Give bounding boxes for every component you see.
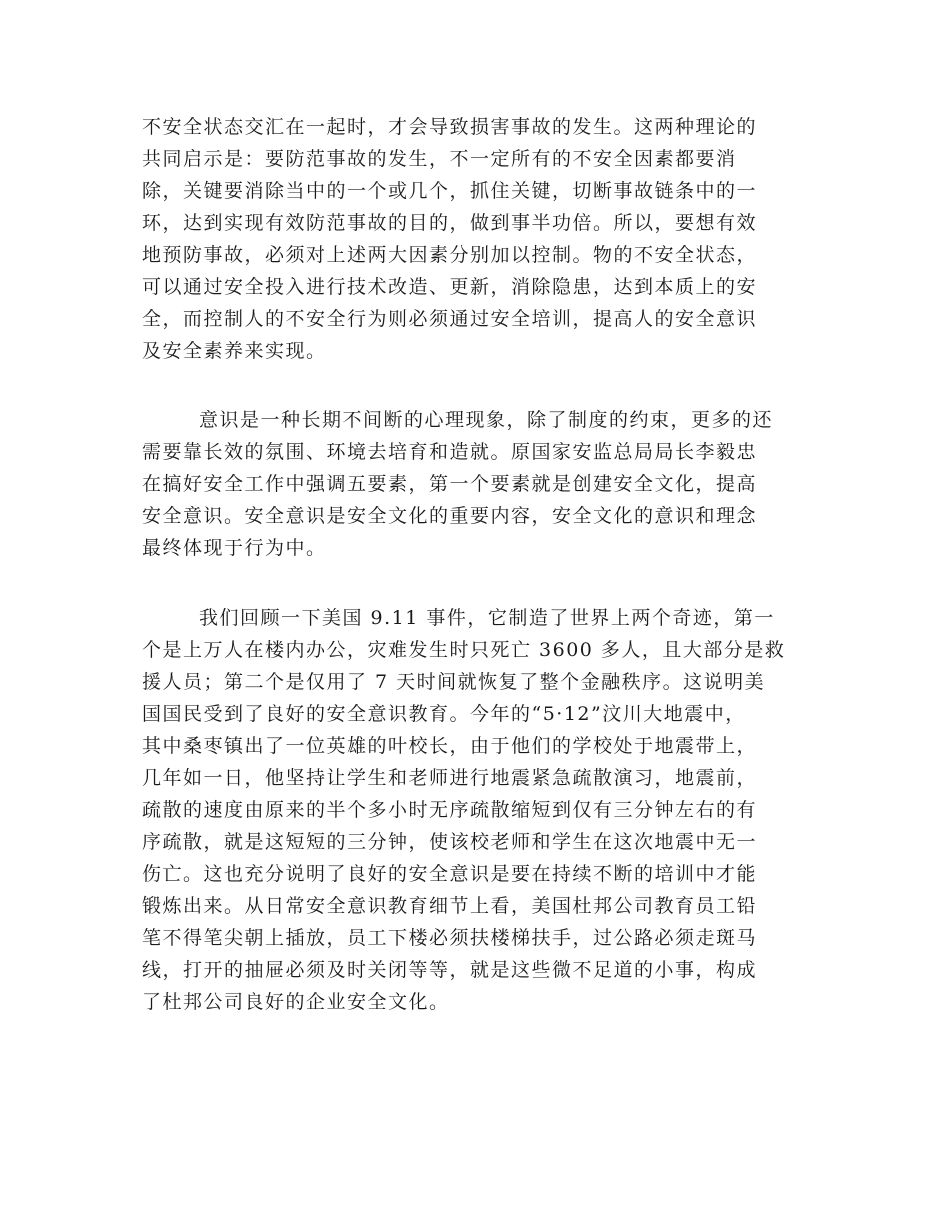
paragraph-1-line-6: 可以通过安全投入进行技术改造、更新，消除隐患，达到本质上的安 bbox=[142, 276, 758, 298]
paragraph-3-line-13: 了杜邦公司良好的企业安全文化。 bbox=[142, 991, 450, 1013]
paragraph-1-line-4: 环，达到实现有效防范事故的目的，做到事半功倍。所以，要想有效 bbox=[142, 212, 758, 234]
paragraph-3-line-10: 锻炼出来。从日常安全意识教育细节上看，美国杜邦公司教育员工铅 bbox=[142, 895, 758, 917]
paragraph-1-line-7: 全，而控制人的不安全行为则必须通过安全培训，提高人的安全意识 bbox=[142, 308, 758, 330]
paragraph-1-line-1: 不安全状态交汇在一起时，才会导致损害事故的发生。这两种理论的 bbox=[142, 116, 758, 138]
paragraph-3-line-11: 笔不得笔尖朝上插放，员工下楼必须扶楼梯扶手，过公路必须走斑马 bbox=[142, 927, 758, 949]
paragraph-3-line-4: 国国民受到了良好的安全意识教育。今年的“5·12”汶川大地震中， bbox=[142, 703, 746, 725]
paragraph-2-line-4: 安全意识。安全意识是安全文化的重要内容，安全文化的意识和理念 bbox=[142, 505, 758, 527]
paragraph-3-line-7: 疏散的速度由原来的半个多小时无序疏散缩短到仅有三分钟左右的有 bbox=[142, 799, 758, 821]
paragraph-3-line-9: 伤亡。这也充分说明了良好的安全意识是要在持续不断的培训中才能 bbox=[142, 863, 758, 885]
paragraph-3-line-3: 援人员；第二个是仅用了 7 天时间就恢复了整个金融秩序。这说明美 bbox=[142, 671, 766, 693]
paragraph-3-line-12: 线，打开的抽屉必须及时关闭等等，就是这些微不足道的小事，构成 bbox=[142, 959, 758, 981]
paragraph-3-line-1: 我们回顾一下美国 9.11 事件，它制造了世界上两个奇迹，第一 bbox=[199, 607, 775, 629]
paragraph-1-line-3: 除，关键要消除当中的一个或几个，抓住关键，切断事故链条中的一 bbox=[142, 180, 758, 202]
paragraph-1-line-8: 及安全素养来实现。 bbox=[142, 340, 327, 362]
paragraph-2-line-3: 在搞好安全工作中强调五要素，第一个要素就是创建安全文化，提高 bbox=[142, 473, 758, 495]
paragraph-2-line-2: 需要靠长效的氛围、环境去培育和造就。原国家安监总局局长李毅忠 bbox=[142, 441, 758, 463]
paragraph-2-line-5: 最终体现于行为中。 bbox=[142, 537, 327, 559]
paragraph-1-line-5: 地预防事故，必须对上述两大因素分别加以控制。物的不安全状态， bbox=[142, 244, 758, 266]
paragraph-3-line-5: 其中桑枣镇出了一位英雄的叶校长，由于他们的学校处于地震带上， bbox=[142, 735, 758, 757]
body-text bbox=[142, 0, 810, 1230]
paragraph-3-line-2: 个是上万人在楼内办公，灾难发生时只死亡 3600 多人，且大部分是救 bbox=[142, 639, 786, 661]
paragraph-3-line-6: 几年如一日，他坚持让学生和老师进行地震紧急疏散演习，地震前， bbox=[142, 767, 758, 789]
paragraph-1-line-2: 共同启示是：要防范事故的发生，不一定所有的不安全因素都要消 bbox=[142, 148, 737, 170]
paragraph-3-line-8: 序疏散，就是这短短的三分钟，使该校老师和学生在这次地震中无一 bbox=[142, 831, 758, 853]
paragraph-2-line-1: 意识是一种长期不间断的心理现象，除了制度的约束，更多的还 bbox=[199, 409, 774, 431]
